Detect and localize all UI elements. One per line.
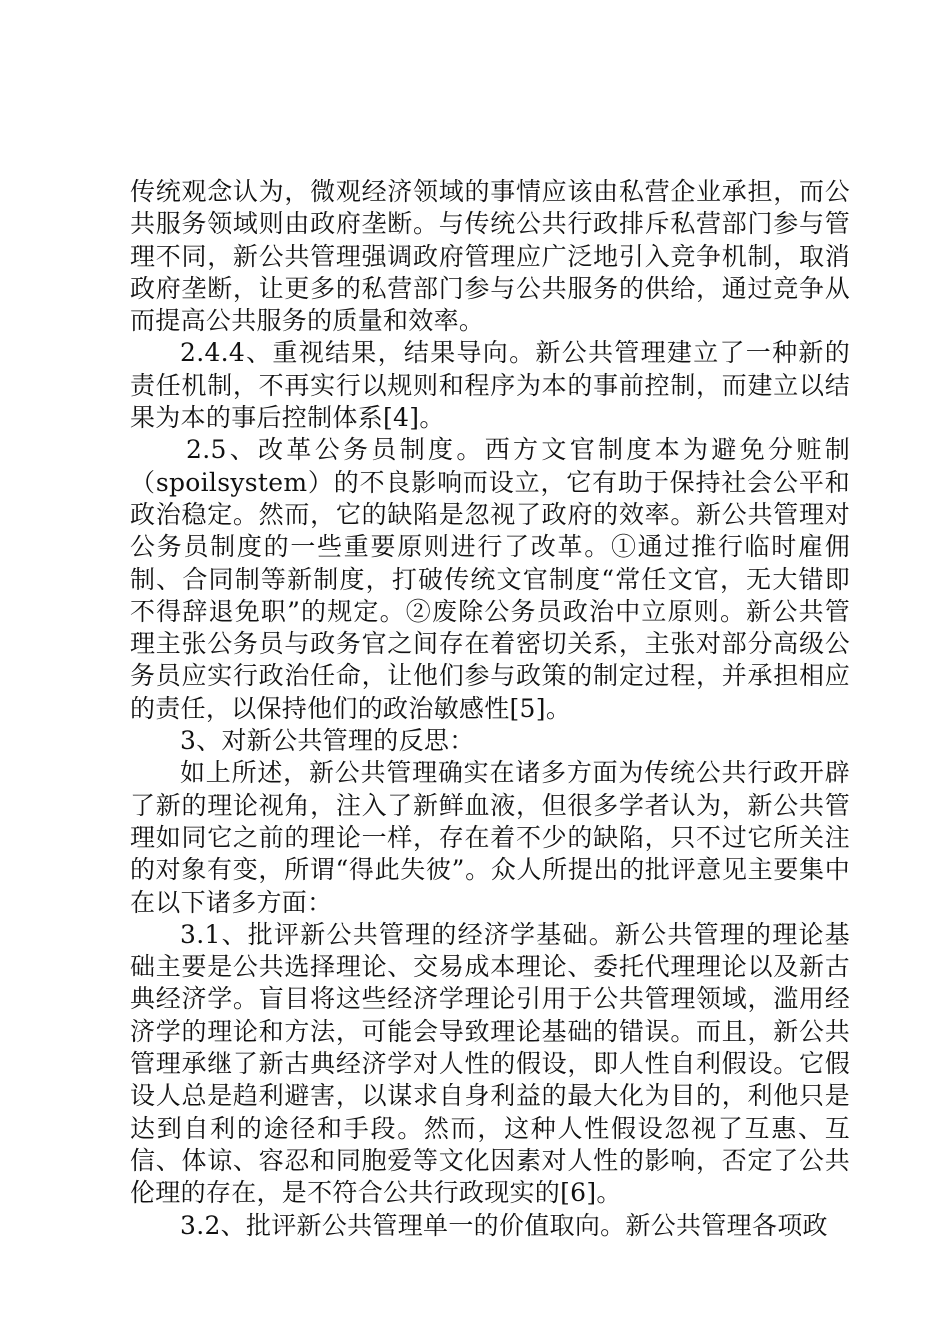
paragraph-3-1: 3.1、批评新公共管理的经济学基础。新公共管理的理论基础主要是公共选择理论、交易成本理论、委托代理理论以及新古典经济学。盲目将这些经济学理论引用于公共管理领域，滥用经济学的理论和方法，可能会导致理论基础的错误。而且，新公共管理承继了新古典经济学对人性的假设，即人性自利假设。它假设人总是趋利避害，以谋求自身利益的最大化为目的，利他只是达到自利的途径和手段。然而，这种人性假设忽视了互惠、互信、体谅、容忍和同胞爱等文化因素对人性的影响，否定了公共伦理的存在，是不符合公共行政现实的[6]。 [130, 919, 850, 1208]
document-body [130, 176, 850, 1242]
paragraph-competition: 传统观念认为，微观经济领域的事情应该由私营企业承担，而公共服务领域则由政府垄断。与传统公共行政排斥私营部门参与管理不同，新公共管理强调政府管理应广泛地引入竞争机制，取消政府垄断，让更多的私营部门参与公共服务的供给，通过竞争从而提高公共服务的质量和效率。 [130, 177, 850, 336]
section-heading-3: 3、对新公共管理的反思： [180, 726, 475, 756]
paragraph-reflection-intro: 如上所述，新公共管理确实在诸多方面为传统公共行政开辟了新的理论视角，注入了新鲜血液，但很多学者认为，新公共管理如同它之前的理论一样，存在着不少的缺陷，只不过它所关注的对象有变，所谓“得此失彼”。众人所提出的批评意见主要集中在以下诸多方面： [130, 758, 850, 917]
paragraph-3-2: 3.2、批评新公共管理单一的价值取向。新公共管理各项政 [180, 1210, 828, 1240]
paragraph-2-5: 2.5、改革公务员制度。西方文官制度本为避免分赃制（spoilsystem）的不良影响而设立，它有助于保持社会公平和政治稳定。然而，它的缺陷是忽视了政府的效率。新公共管理对公务员制度的一些重要原则进行了改革。①通过推行临时雇佣制、合同制等新制度，打破传统文官制度“常任文官，无大错即不得辞退免职”的规定。②废除公务员政治中立原则。新公共管理主张公务员与政务官之间存在着密切关系，主张对部分高级公务员应实行政治任命，让他们参与政策的制定过程，并承担相应的责任，以保持他们的政治敏感性[5]。 [130, 435, 850, 723]
paragraph-2-4-4: 2.4.4、重视结果，结果导向。新公共管理建立了一种新的责任机制，不再实行以规则和程序为本的事前控制，而建立以结果为本的事后控制体系[4]。 [130, 338, 850, 433]
